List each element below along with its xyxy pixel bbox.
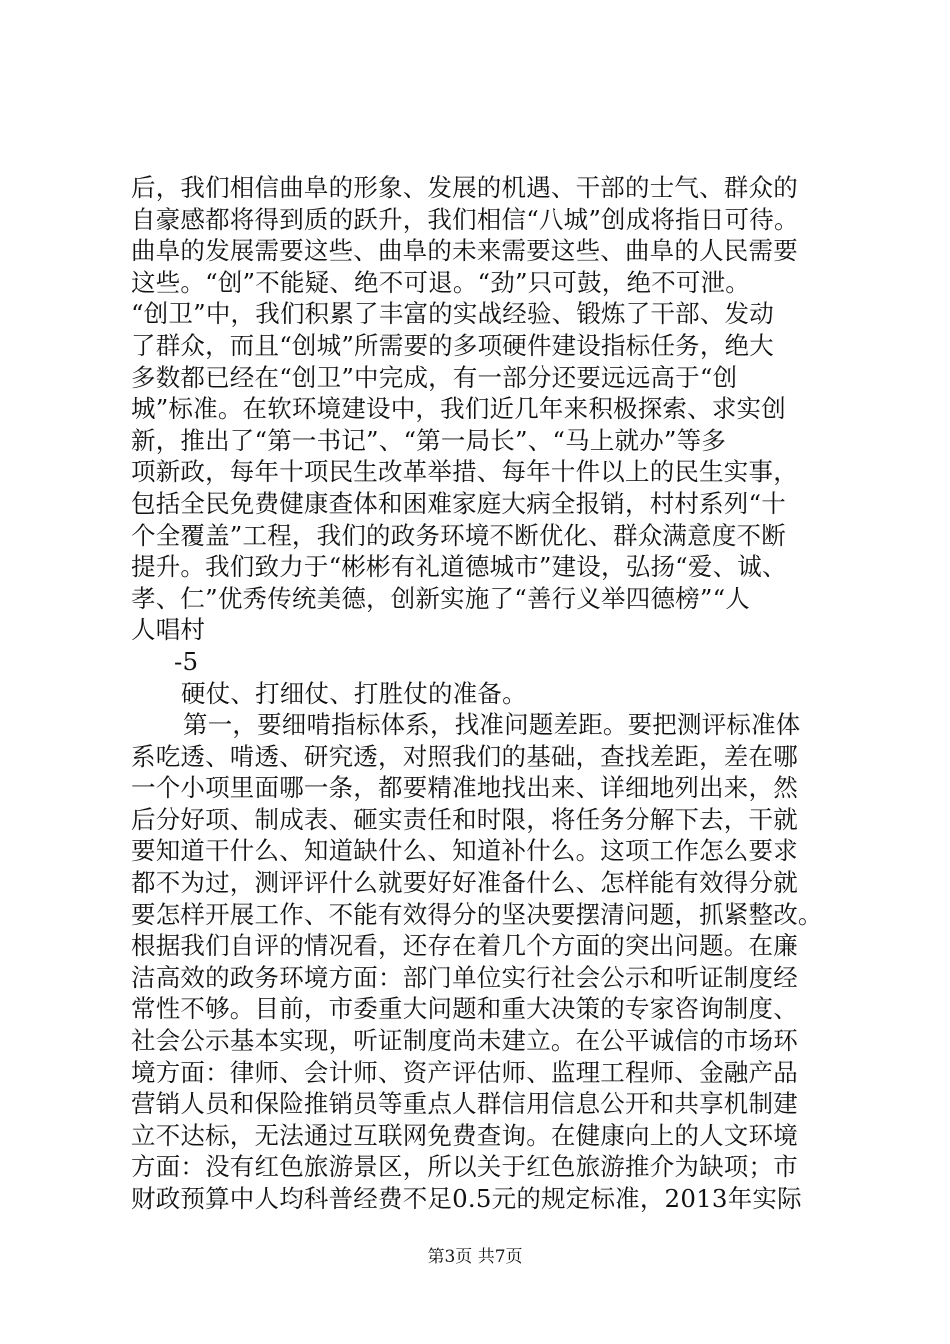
text-line: 后，我们相信曲阜的形象、发展的机遇、干部的士气、群众的: [131, 173, 798, 202]
text-line: 社会公示基本实现，听证制度尚未建立。在公平诚信的市场环: [131, 1026, 798, 1056]
text-line: 孝、仁”优秀传统美德，创新实施了“善行义举四德榜”“人: [131, 583, 750, 613]
text-line: 常性不够。目前，市委重大问题和重大决策的专家咨询制度、: [131, 994, 798, 1024]
text-line: 都不为过，测评评什么就要好好准备什么、怎样能有效得分就: [131, 868, 798, 898]
paragraph-first-line: 第一，要细啃指标体系，找准问题差距。要把测评标准体: [183, 710, 801, 740]
body-text: [131, 172, 831, 1215]
text-line: 营销人员和保险推销员等重点人群信用信息公开和共享机制建: [131, 1089, 798, 1119]
text-line: 硬仗、打细仗、打胜仗的准备。: [181, 678, 527, 708]
text-line: 自豪感都将得到质的跃升，我们相信“八城”创成将指日可待。: [131, 204, 799, 234]
text-line: 曲阜的发展需要这些、曲阜的未来需要这些、曲阜的人民需要: [131, 236, 798, 266]
text-line: 洁高效的政务环境方面：部门单位实行社会公示和听证制度经: [131, 962, 798, 992]
text-line: 这些。“创”不能疑、绝不可退。“劲”只可鼓，绝不可泄。: [131, 267, 750, 297]
text-line: 多数都已经在“创卫”中完成，有一部分还要远远高于“创: [131, 362, 738, 392]
text-line: 一个小项里面哪一条，都要精准地找出来、详细地列出来，然: [131, 773, 798, 803]
page-number-label: 第3页 共7页: [427, 1247, 523, 1267]
text-line: 人唱村: [131, 615, 206, 645]
text-line: 要怎样开展工作、不能有效得分的坚决要摆清问题，抓紧整改。: [131, 899, 823, 929]
text-line: 了群众，而且“创城”所需要的多项硬件建设指标任务，绝大: [131, 330, 774, 360]
text-line: 立不达标，无法通过互联网免费查询。在健康向上的人文环境: [131, 1120, 798, 1150]
text-line: 根据我们自评的情况看，还存在着几个方面的突出问题。在廉: [131, 931, 798, 961]
text-line: 提升。我们致力于“彬彬有礼道德城市”建设，弘扬“爱、诚、: [131, 552, 787, 582]
text-line: 境方面：律师、会计师、资产评估师、监理工程师、金融产品: [131, 1057, 798, 1087]
text-line: “创卫”中，我们积累了丰富的实战经验、锻炼了干部、发动: [131, 299, 774, 329]
text-line: 后分好项、制成表、砸实责任和时限，将任务分解下去，干就: [131, 804, 798, 834]
text-line: 个全覆盖”工程，我们的政务环境不断优化、群众满意度不断: [131, 520, 786, 550]
text-line: 新，推出了“第一书记”、“第一局长”、“马上就办”等多: [131, 425, 727, 455]
text-line: 项新政，每年十项民生改革举措、每年十件以上的民生实事，: [131, 457, 798, 487]
text-line: 城”标准。在软环境建设中，我们近几年来积极探索、求实创: [131, 394, 786, 424]
text-line: 方面：没有红色旅游景区，所以关于红色旅游推介为缺项；市: [131, 1152, 798, 1182]
text-line: 系吃透、啃透、研究透，对照我们的基础，查找差距，差在哪: [131, 741, 798, 771]
page-marker: -5: [174, 646, 199, 676]
page-footer: [0, 1246, 950, 1268]
text-line: 财政预算中人均科普经费不足0.5元的规定标准，2013年实际: [131, 1184, 802, 1213]
text-line: 要知道干什么、知道缺什么、知道补什么。这项工作怎么要求: [131, 836, 798, 866]
text-line: 包括全民免费健康查体和困难家庭大病全报销，村村系列“十: [131, 488, 786, 518]
